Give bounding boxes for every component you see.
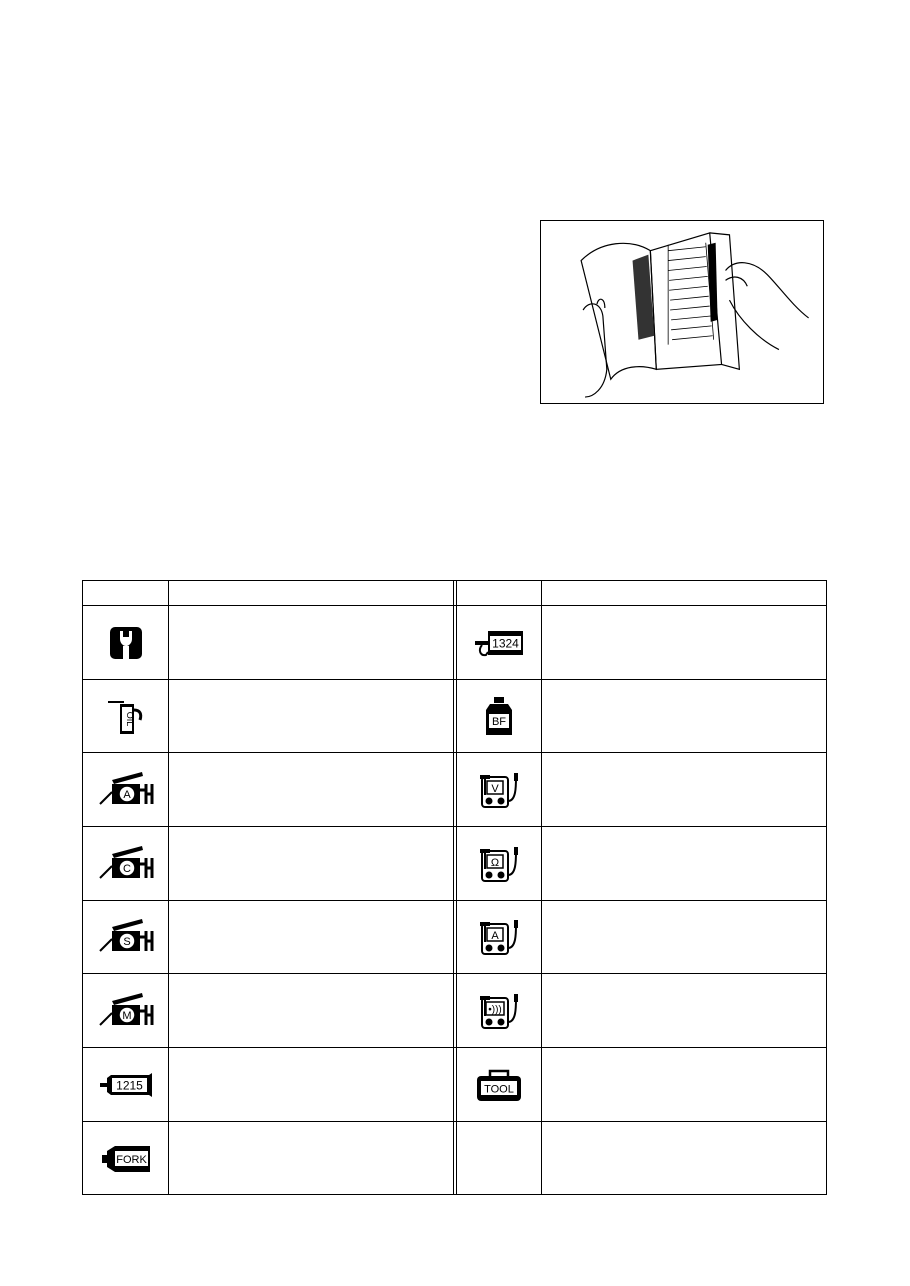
header-symbol-right xyxy=(457,581,541,605)
table-row xyxy=(457,680,541,752)
ohmmeter-label: Ω xyxy=(490,856,500,869)
header-symbol-left xyxy=(83,581,168,605)
table-row xyxy=(457,827,541,900)
symbols-table xyxy=(82,580,827,1195)
ammeter-label: A xyxy=(491,930,499,942)
description-cell xyxy=(542,901,826,973)
description-cell xyxy=(169,901,453,973)
grease-gun-label: A xyxy=(122,788,131,801)
fork-oil-label: FORK xyxy=(115,1153,147,1166)
table-row xyxy=(83,974,168,1047)
grease-gun-a-icon xyxy=(98,770,154,810)
table-row xyxy=(83,753,168,826)
brake-fluid-label: BF xyxy=(491,716,507,728)
grease-gun-m-icon xyxy=(98,991,154,1031)
toolbox-icon xyxy=(476,1068,522,1102)
oil-can-label: OIL xyxy=(124,711,135,727)
voltmeter-icon xyxy=(476,771,522,809)
table-row xyxy=(83,901,168,973)
manual-handling-illustration xyxy=(540,220,824,404)
description-cell xyxy=(169,606,453,679)
continuity-tester-label: •))) xyxy=(488,1004,502,1015)
column-divider xyxy=(453,581,454,1194)
ammeter-icon xyxy=(476,918,522,956)
description-cell xyxy=(169,1048,453,1121)
grease-gun-label: S xyxy=(122,936,131,948)
voltmeter-label: V xyxy=(491,782,499,795)
header-description-left xyxy=(169,581,453,605)
description-cell xyxy=(542,1048,826,1121)
toolbox-label: TOOL xyxy=(484,1083,514,1095)
grease-gun-s-icon xyxy=(98,917,154,957)
table-row xyxy=(83,606,168,679)
description-cell xyxy=(169,1122,453,1195)
description-cell xyxy=(542,974,826,1047)
table-row xyxy=(457,901,541,973)
description-cell xyxy=(542,753,826,826)
table-row xyxy=(457,974,541,1047)
torque-gauge-label: 1324 xyxy=(492,636,519,650)
description-cell xyxy=(542,1122,826,1195)
header-description-right xyxy=(542,581,826,605)
grease-gun-label: C xyxy=(122,862,131,875)
description-cell xyxy=(169,753,453,826)
description-cell xyxy=(169,680,453,752)
description-cell xyxy=(542,680,826,752)
table-row xyxy=(83,1122,168,1195)
table-row xyxy=(83,680,168,752)
description-cell xyxy=(542,606,826,679)
torque-gauge-icon xyxy=(474,628,524,658)
table-row xyxy=(457,1048,541,1121)
hands-holding-manual-illustration xyxy=(541,221,823,403)
sealant-tube-label: 1215 xyxy=(115,1078,143,1092)
description-cell xyxy=(169,827,453,900)
continuity-tester-icon xyxy=(476,992,522,1030)
grease-gun-c-icon xyxy=(98,844,154,884)
empty-symbol-cell xyxy=(457,1122,541,1195)
grease-gun-label: M xyxy=(121,1009,132,1022)
sealant-tube-icon xyxy=(99,1072,153,1098)
ohmmeter-icon xyxy=(476,845,522,883)
brake-fluid-bottle-icon xyxy=(484,696,514,736)
description-cell xyxy=(542,827,826,900)
table-row xyxy=(83,827,168,900)
table-row xyxy=(457,753,541,826)
table-row xyxy=(83,1048,168,1121)
wrench-icon xyxy=(109,626,143,660)
table-row xyxy=(457,606,541,679)
oil-can-icon xyxy=(106,696,146,736)
fork-oil-bottle-icon xyxy=(101,1144,151,1174)
description-cell xyxy=(169,974,453,1047)
